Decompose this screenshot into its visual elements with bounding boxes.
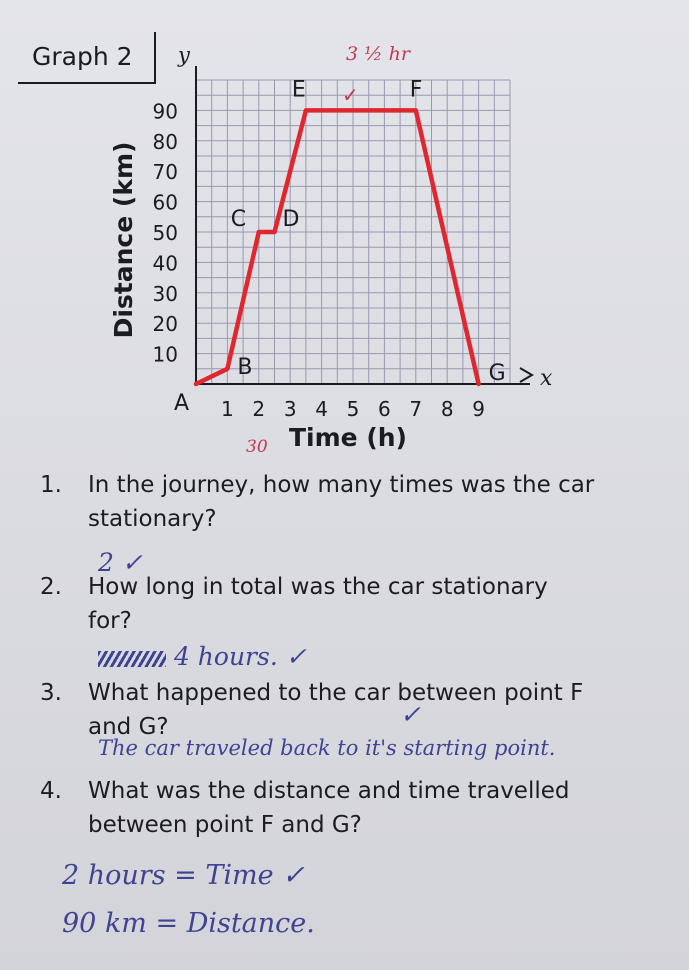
y-tick-label: 30 <box>152 281 178 306</box>
answer-4-line-1 <box>62 860 305 891</box>
question-2-line-1: How long in total was the car stationary <box>88 574 548 600</box>
answer-4-text-1: 2 hours = Time <box>62 860 274 891</box>
question-4-number: 4. <box>40 778 62 804</box>
answer-3-mark <box>400 700 421 729</box>
y-axis-label: Distance (km) <box>109 141 138 339</box>
question-1-number: 1. <box>40 472 62 498</box>
x-tick-label: 4 <box>315 397 328 421</box>
question-4 <box>40 774 569 842</box>
checkmark-icon: ✓ <box>400 700 421 729</box>
checkmark-icon: ✓ <box>121 548 143 577</box>
y-tick-label: 70 <box>152 160 178 185</box>
x-tick-label: 2 <box>252 397 266 421</box>
x-tick-label: 9 <box>472 397 485 421</box>
question-1 <box>40 468 594 536</box>
question-2 <box>40 570 548 638</box>
point-label-b: B <box>237 354 253 380</box>
answer-3 <box>98 736 555 760</box>
question-4-line-1: What was the distance and time travelled <box>88 778 570 804</box>
answer-2 <box>98 642 307 671</box>
y-tick-label: 40 <box>152 251 178 276</box>
x-tick-label: 8 <box>440 397 454 421</box>
answer-4-line-2 <box>62 908 315 939</box>
point-label-c: C <box>230 207 247 232</box>
distance-time-chart <box>0 0 689 470</box>
question-3 <box>40 676 583 744</box>
question-3-number: 3. <box>40 680 62 706</box>
x-tick-label: 7 <box>409 397 423 421</box>
answer-1-text: 2 <box>98 548 114 577</box>
answer-2-text: 4 hours. <box>173 642 278 671</box>
top-checkmark-icon: ✓ <box>342 83 359 107</box>
y-tick-label: 90 <box>152 99 178 124</box>
question-1-line-1: In the journey, how many times was the car <box>88 472 595 498</box>
x-tick-label: 1 <box>221 397 234 421</box>
checkmark-icon: ✓ <box>285 642 307 671</box>
question-2-number: 2. <box>40 574 62 600</box>
x-tick-label: 6 <box>378 397 391 421</box>
graph-title: Graph 2 <box>18 32 156 84</box>
point-label-d: D <box>282 207 300 232</box>
point-label-f: F <box>409 77 423 103</box>
point-label-g: G <box>488 361 506 386</box>
checkmark-icon: ✓ <box>282 860 305 891</box>
x-axis-label: Time (h) <box>289 423 407 452</box>
point-label-a: A <box>174 391 190 416</box>
y-tick-label: 50 <box>152 221 178 245</box>
answer-4-text-2: 90 km = Distance. <box>62 908 315 939</box>
top-note: 3 ½ hr <box>346 43 410 65</box>
x-tick-label: 3 <box>283 397 297 421</box>
x-axis-arrow-icon <box>520 368 532 382</box>
question-4-line-2: between point F and G? <box>88 812 362 838</box>
question-3-line-1: What happened to the car between point F <box>88 680 584 706</box>
question-2-line-2: for? <box>88 608 132 634</box>
question-3-line-2: and G? <box>88 714 169 740</box>
below-axis-note: 30 <box>246 437 268 457</box>
chart-ticks <box>153 99 485 421</box>
x-tick-label: 5 <box>346 397 360 421</box>
chart-grid <box>196 80 510 384</box>
scribble-icon <box>98 651 166 667</box>
point-label-e: E <box>291 77 306 103</box>
question-1-line-2: stationary? <box>88 506 217 532</box>
y-tick-label: 10 <box>152 342 178 367</box>
x-axis-letter: x <box>540 366 553 391</box>
y-axis-letter: y <box>178 43 190 67</box>
y-tick-label: 80 <box>152 129 178 154</box>
y-tick-label: 60 <box>152 190 178 215</box>
y-tick-label: 20 <box>152 312 178 337</box>
answer-3-text: The car traveled back to it's starting point. <box>98 736 556 760</box>
